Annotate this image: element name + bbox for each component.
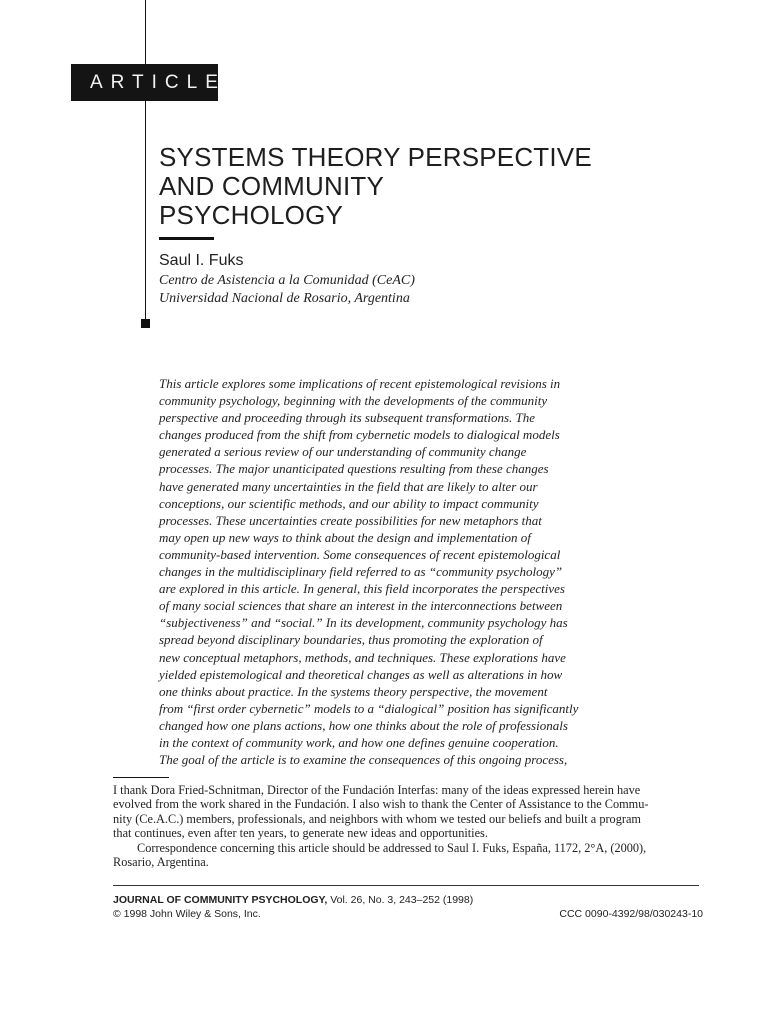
abstract-line: are explored in this article. In general, this field incorporates the perspectives	[159, 581, 565, 597]
abstract-line: generated a serious review of our understanding of community change	[159, 444, 527, 460]
journal-rule	[113, 885, 699, 886]
footnote-line: evolved from the work shared in the Fundación. I also wish to thank the Center of Assistance to the Commu-	[113, 797, 649, 812]
ccc-code: CCC 0090-4392/98/030243-10	[559, 908, 703, 920]
title-line: SYSTEMS THEORY PERSPECTIVE	[159, 142, 592, 172]
abstract-line: community-based intervention. Some consequences of recent epistemological	[159, 546, 561, 562]
abstract-line: have generated many uncertainties in the field that are likely to alter our	[159, 478, 538, 494]
rule-end-square	[141, 319, 150, 328]
vertical-rule	[145, 0, 146, 327]
journal-volume: Vol. 26, No. 3, 243–252 (1998)	[327, 894, 474, 906]
abstract-line: community psychology, beginning with the developments of the community	[159, 393, 548, 409]
footnotes	[113, 783, 703, 869]
article-label: ARTICLE	[71, 64, 218, 101]
journal-citation-row	[113, 893, 703, 907]
abstract-line: from “first order cybernetic” models to a “dialogical” position has significantly	[159, 700, 579, 716]
abstract-line: new conceptual metaphors, methods, and techniques. These explorations have	[159, 649, 566, 665]
abstract-line: yielded epistemological and theoretical changes as well as alterations in how	[159, 666, 563, 682]
footnote-rule	[113, 777, 169, 778]
journal-citation	[113, 893, 473, 907]
journal-name: JOURNAL OF COMMUNITY PSYCHOLOGY,	[113, 894, 328, 906]
footnote-line: nity (Ce.A.C.) members, professionals, and neighbors with whom we tested our beliefs and built a program	[113, 811, 641, 826]
title-line: PSYCHOLOGY	[159, 200, 344, 230]
affiliation	[159, 272, 415, 308]
affiliation-line: Universidad Nacional de Rosario, Argentina	[159, 291, 410, 306]
abstract-line: spread beyond disciplinary boundaries, thus promoting the exploration of	[159, 632, 543, 648]
title-line: AND COMMUNITY	[159, 171, 385, 201]
abstract-line: may open up new ways to think about the design and implementation of	[159, 529, 531, 545]
footnote-line: I thank Dora Fried-Schnitman, Director of the Fundación Interfas: many of the ideas expressed herein have	[113, 783, 641, 797]
abstract-line: one thinks about practice. In the systems theory perspective, the movement	[159, 683, 548, 699]
abstract-line: “subjectiveness” and “social.” In its development, community psychology has	[159, 615, 568, 631]
abstract-line: of many social sciences that share an interest in the interconnections between	[159, 598, 563, 614]
abstract-line: processes. These uncertainties create possibilities for new metaphors that	[159, 512, 542, 528]
abstract-line: perspective and proceeding through its subsequent transformations. The	[159, 410, 536, 426]
title-underline	[159, 237, 214, 240]
abstract-line: changes in the multidisciplinary field referred to as “community psychology”	[159, 564, 563, 580]
abstract-line: This article explores some implications of recent epistemological revisions in	[159, 376, 561, 391]
correspondence-line: Rosario, Argentina.	[113, 855, 209, 870]
journal-copyright-row	[113, 907, 703, 921]
copyright: © 1998 John Wiley & Sons, Inc.	[113, 908, 261, 920]
article-title	[159, 143, 679, 230]
abstract-line: The goal of the article is to examine the consequences of this ongoing process,	[159, 752, 568, 768]
footnote-line: that continues, even after ten years, to generate new ideas and opportunities.	[113, 826, 488, 841]
author-name: Saul I. Fuks	[159, 252, 244, 269]
abstract-line: changed how one plans actions, how one thinks about the role of professionals	[159, 717, 568, 733]
abstract	[159, 375, 609, 768]
abstract-line: changes produced from the shift from cybernetic models to dialogical models	[159, 427, 560, 443]
affiliation-line: Centro de Asistencia a la Comunidad (CeAC)	[159, 273, 415, 288]
journal-info	[113, 893, 703, 921]
abstract-line: processes. The major unanticipated questions resulting from these changes	[159, 461, 549, 477]
correspondence-line: Correspondence concerning this article should be addressed to Saul I. Fuks, España, 1172, 2°A, (2000),	[137, 840, 647, 855]
abstract-line: in the context of community work, and how one defines genuine cooperation.	[159, 734, 559, 750]
abstract-line: conceptions, our scientific methods, and our ability to impact community	[159, 495, 539, 511]
